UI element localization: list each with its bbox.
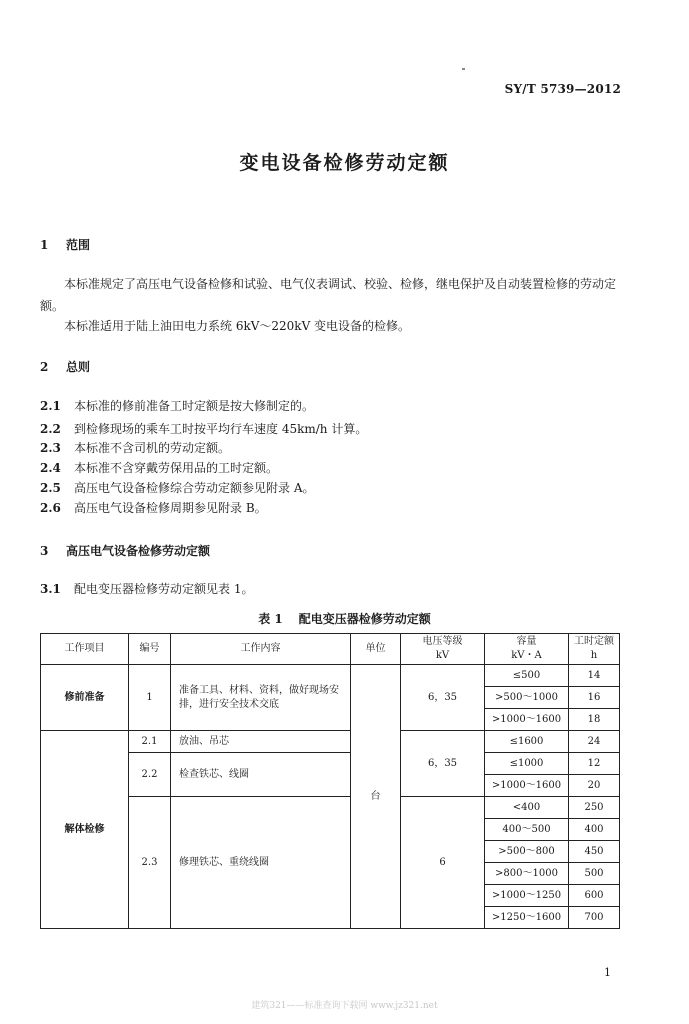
header-capacity: [485, 634, 569, 665]
code-cell: 1: [129, 665, 171, 731]
page-number: 1: [604, 966, 611, 979]
capacity-cell: 400～500: [485, 819, 569, 841]
hours-cell: 12: [569, 753, 620, 775]
header-code: 编号: [129, 634, 171, 665]
capacity-cell: >1000～1250: [485, 885, 569, 907]
hours-cell: 250: [569, 797, 620, 819]
clause-3-1: [40, 580, 253, 597]
clause-2-5: [40, 479, 314, 496]
clause-text: 本标准的修前准备工时定额是按大修制定的。: [74, 399, 315, 413]
hours-cell: 600: [569, 885, 620, 907]
work-item-cell: 解体检修: [41, 731, 129, 929]
hours-cell: 16: [569, 687, 620, 709]
clause-number: 2.3: [40, 441, 61, 455]
hours-cell: 700: [569, 907, 620, 929]
section-2-heading: [40, 358, 90, 375]
voltage-cell: 6，35: [401, 731, 485, 797]
header-capacity-label: 容量: [516, 636, 537, 647]
clause-2-2: [40, 420, 367, 437]
header-voltage: [401, 634, 485, 665]
header-hours: [569, 634, 620, 665]
capacity-cell: >800～1000: [485, 863, 569, 885]
table-title: 配电变压器检修劳动定额: [298, 612, 431, 626]
site-watermark: 建筑321——标准查询下载网 www.jz321.net: [251, 1001, 438, 1011]
paragraph-text: 本标准规定了高压电气设备检修和试验、电气仪表调试、校验、检修，继电保护及自动装置检修的劳动定额。: [40, 277, 617, 313]
clause-number: 2.1: [40, 399, 61, 413]
section-1-heading: [40, 236, 90, 253]
capacity-cell: >500～800: [485, 841, 569, 863]
header-hours-label: 工时定额: [574, 636, 614, 647]
header-unit: 单位: [351, 634, 401, 665]
hours-cell: 400: [569, 819, 620, 841]
scan-speck: [462, 68, 465, 70]
document-title: 变电设备检修劳动定额: [239, 152, 450, 174]
hours-cell: 450: [569, 841, 620, 863]
section-3-heading: [40, 542, 210, 559]
clause-number: 2.5: [40, 481, 61, 495]
section-number: 2: [40, 360, 49, 374]
hours-cell: 24: [569, 731, 620, 753]
labor-quota-table: [40, 633, 620, 929]
table-row: [41, 731, 620, 753]
capacity-cell: ≤500: [485, 665, 569, 687]
section-title: 总则: [66, 360, 91, 374]
voltage-cell: 6: [401, 797, 485, 929]
voltage-cell: 6，35: [401, 665, 485, 731]
clause-text: 高压电气设备检修综合劳动定额参见附录 A。: [74, 481, 315, 495]
header-capacity-unit: kV・A: [511, 650, 542, 661]
clause-2-6: [40, 499, 267, 516]
table-row: [41, 665, 620, 687]
hours-cell: 20: [569, 775, 620, 797]
capacity-cell: >1250～1600: [485, 907, 569, 929]
clause-text: 本标准不含司机的劳动定额。: [74, 441, 231, 455]
standard-code: SY/T 5739—2012: [504, 82, 621, 96]
unit-cell: 台: [351, 665, 401, 929]
hours-cell: 14: [569, 665, 620, 687]
capacity-cell: ≤1000: [485, 753, 569, 775]
code-cell: 2.3: [129, 797, 171, 929]
clause-text: 高压电气设备检修周期参见附录 B。: [74, 501, 267, 515]
section-number: 1: [40, 238, 49, 252]
clause-text: 配电变压器检修劳动定额见表 1。: [74, 582, 254, 596]
scope-paragraph-2: [40, 315, 630, 337]
header-hours-unit: h: [590, 650, 598, 661]
capacity-cell: >1000～1600: [485, 775, 569, 797]
hours-cell: 500: [569, 863, 620, 885]
section-number: 3: [40, 544, 49, 558]
code-cell: 2.2: [129, 753, 171, 797]
clause-number: 2.2: [40, 422, 61, 436]
content-cell: 检查铁芯、线圈: [171, 753, 351, 797]
capacity-cell: >1000～1600: [485, 709, 569, 731]
clause-2-1: [40, 397, 314, 414]
clause-text: 本标准不含穿戴劳保用品的工时定额。: [74, 461, 279, 475]
hours-cell: 18: [569, 709, 620, 731]
clause-2-3: [40, 439, 230, 456]
table-number: 表 1: [258, 612, 283, 626]
table-caption: [0, 610, 689, 627]
header-item: 工作项目: [41, 634, 129, 665]
paragraph-text: 本标准适用于陆上油田电力系统 6kV～220kV 变电设备的检修。: [64, 319, 411, 333]
content-cell: 放油、吊芯: [171, 731, 351, 753]
section-title: 高压电气设备检修劳动定额: [66, 544, 211, 558]
table-header-row: [41, 634, 620, 665]
header-voltage-label: 电压等级: [422, 636, 463, 647]
header-voltage-unit: kV: [435, 650, 450, 661]
section-title: 范围: [66, 238, 91, 252]
content-cell: 修理铁芯、重绕线圈: [171, 797, 351, 929]
capacity-cell: ≤1600: [485, 731, 569, 753]
capacity-cell: >500～1000: [485, 687, 569, 709]
clause-number: 3.1: [40, 582, 61, 596]
clause-number: 2.4: [40, 461, 61, 475]
scope-paragraph-1: [40, 273, 630, 317]
header-content: 工作内容: [171, 634, 351, 665]
clause-number: 2.6: [40, 501, 61, 515]
clause-2-4: [40, 459, 278, 476]
capacity-cell: <400: [485, 797, 569, 819]
code-cell: 2.1: [129, 731, 171, 753]
work-item-cell: 修前准备: [41, 665, 129, 731]
content-cell: 准备工具、材料、资料，做好现场安排，进行安全技术交底: [171, 665, 351, 731]
clause-text: 到检修现场的乘车工时按平均行车速度 45km/h 计算。: [74, 422, 368, 436]
